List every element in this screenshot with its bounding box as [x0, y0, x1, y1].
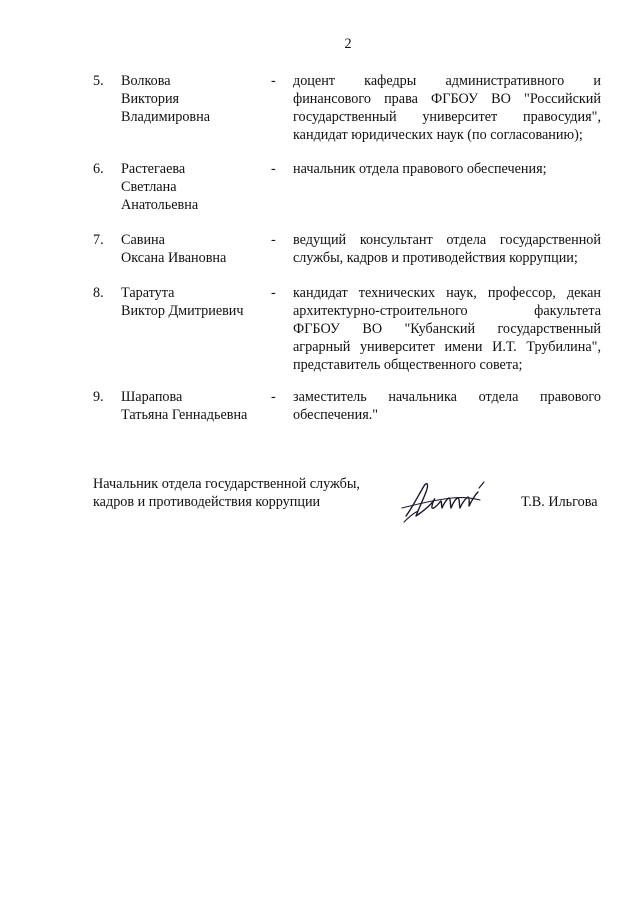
name-line: Савина: [121, 232, 165, 248]
position-line: доцент кафедры административного и: [293, 73, 601, 89]
handwritten-signature: [400, 478, 488, 524]
position-line: аграрный университет имени И.Т. Трубилина",: [293, 339, 601, 355]
page-number: 2: [344, 36, 352, 52]
name-line: Виктория: [121, 91, 180, 107]
name-line: Татьяна Геннадьевна: [121, 407, 248, 423]
name-line: Оксана Ивановна: [121, 250, 227, 266]
position-line: обеспечения.": [293, 407, 379, 423]
entry-number: 9.: [93, 389, 104, 405]
position-line: представитель общественного совета;: [293, 357, 523, 373]
entry-number: 5.: [93, 73, 104, 89]
name-line: Таратута: [121, 285, 175, 301]
person-name: [121, 231, 271, 267]
position-line: ФГБОУ ВО "Кубанский государственный: [293, 321, 601, 337]
signatory-name: Т.В. Ильгова: [521, 494, 598, 510]
position-line: финансового права ФГБОУ ВО "Российский: [293, 91, 601, 107]
signatory-position: [93, 475, 393, 511]
person-position: [293, 284, 601, 374]
name-line: Виктор Дмитриевич: [121, 303, 244, 319]
person-position: [293, 160, 601, 178]
signatory-position-line: Начальник отдела государственной службы,: [93, 476, 360, 492]
person-name: [121, 72, 271, 126]
name-line: Владимировна: [121, 109, 210, 125]
name-line: Светлана: [121, 179, 177, 195]
position-line: государственный университет правосудия",: [293, 109, 601, 125]
position-line: архитектурно-строительного факультета: [293, 303, 601, 319]
position-line: ведущий консультант отдела государственной: [293, 232, 601, 248]
dash: -: [271, 73, 276, 89]
position-line: службы, кадров и противодействия коррупции;: [293, 250, 578, 266]
person-name: [121, 160, 271, 214]
dash: -: [271, 285, 276, 301]
name-line: Растегаева: [121, 161, 186, 177]
entry-number: 7.: [93, 232, 104, 248]
person-position: [293, 231, 601, 267]
person-position: [293, 388, 601, 424]
dash: -: [271, 389, 276, 405]
position-line: заместитель начальника отдела правового: [293, 389, 601, 405]
signatory-position-line: кадров и противодействия коррупции: [93, 494, 321, 510]
position-line: кандидат технических наук, профессор, декан: [293, 285, 601, 301]
dash: -: [271, 232, 276, 248]
person-name: [121, 388, 271, 424]
entry-number: 6.: [93, 161, 104, 177]
name-line: Волкова: [121, 73, 171, 89]
name-line: Шарапова: [121, 389, 183, 405]
entry-number: 8.: [93, 285, 104, 301]
position-line: начальник отдела правового обеспечения;: [293, 161, 547, 177]
position-line: кандидат юридических наук (по согласованию);: [293, 127, 583, 143]
person-name: [121, 284, 271, 320]
person-position: [293, 72, 601, 144]
dash: -: [271, 161, 276, 177]
name-line: Анатольевна: [121, 197, 199, 213]
